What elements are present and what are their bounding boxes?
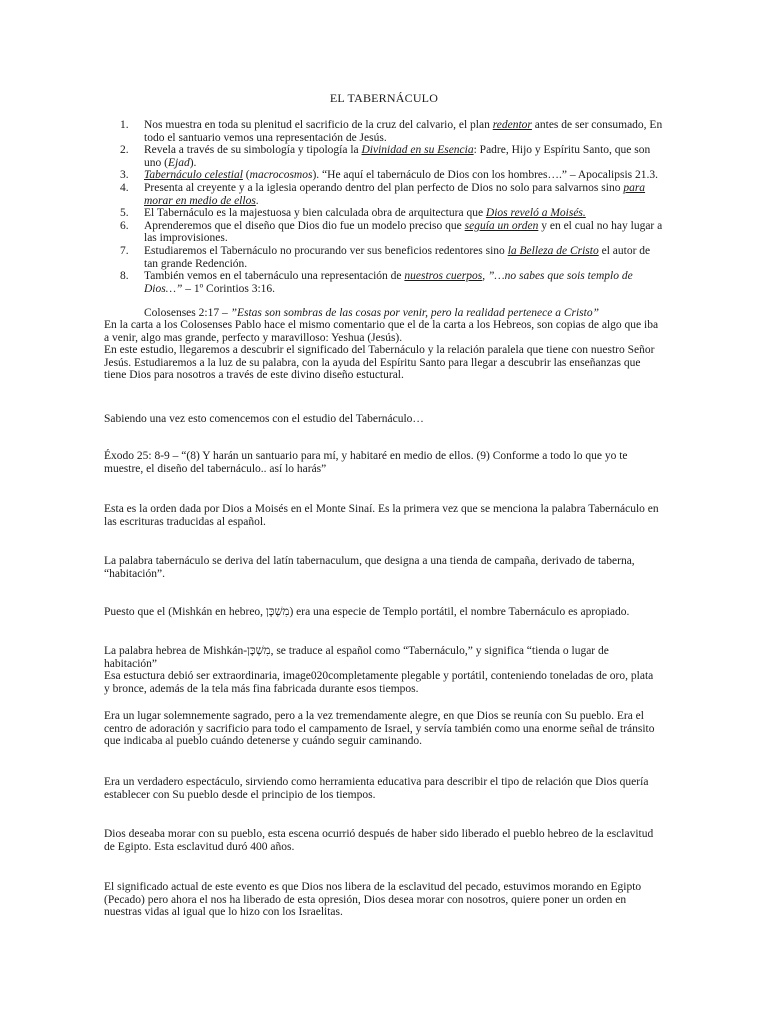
list-number: 2. xyxy=(120,144,129,157)
list-text: Revela a través de su simbología y tipología la Divinidad en su Esencia: Padre, Hijo y Espíritu Santo, que son uno (Ejad). xyxy=(144,144,651,169)
list-number: 3. xyxy=(120,169,129,182)
list-number: 7. xyxy=(120,244,129,257)
paragraph: Era un lugar solemnemente sagrado, pero a la vez tremendamente alegre, en que Dios se reunía con Su pueblo. Era el centro de adoración y sacrificio para todo el campamento de Israel, y servía también como una enorme señal de tránsito que indicaba al pueblo cuándo detenerse y cuándo seguir caminando. xyxy=(104,710,655,748)
paragraph: Era un verdadero espectáculo, sirviendo como herramienta educativa para describir el tipo de relación que Dios quería establecer con Su pueblo desde el principio de los tiempos. xyxy=(104,776,649,801)
list-text: Tabernáculo celestial (macrocosmos). “He aquí el tabernáculo de Dios con los hombres….” – Apocalipsis 21.3. xyxy=(144,169,659,182)
list-item xyxy=(104,119,664,144)
list-number: 1. xyxy=(120,119,129,131)
list-item xyxy=(104,144,664,169)
list-text: Presenta al creyente y a la iglesia operando dentro del plan perfecto de Dios no solo para salvarnos sino para morar en medio de ellos. xyxy=(144,181,646,207)
list-text: El Tabernáculo es la majestuosa y bien calculada obra de arquitectura que Dios reveló a Moisés. xyxy=(144,207,586,220)
list-number: 8. xyxy=(120,270,129,283)
paragraph: Sabiendo una vez esto comencemos con el estudio del Tabernáculo… xyxy=(104,413,424,425)
paragraph-intro: En la carta a los Colosenses Pablo hace el mismo comentario que el de la carta a los Hebreos, son copias de algo que iba a venir, algo mas grande, perfecto y maravilloso: Yeshua (Jesús). En este estudio, llegaremos a descubrir el significado del Tabernáculo y la relación paralela que tiene con nuestro Señor Jesús. Estudiaremos a la luz de su palabra, con la ayuda del Espíritu Santo para llegar a descubrir las enseñanzas que tiene Dios para nosotros a través de este divino diseño estuctural. xyxy=(104,319,659,382)
paragraph-exodus-quote: Éxodo 25: 8-9 – “(8) Y harán un santuario para mí, y habitaré en medio de ellos. (9) Conforme a todo lo que yo te muestre, el diseño del tabernáculo.. así lo harás” xyxy=(104,450,628,475)
quote-reference: Colosenses 2:17 – xyxy=(144,307,231,319)
paragraph: El significado actual de este evento es que Dios nos libera de la esclavitud del pecado, estuvimos morando en Egipto (Pecado) pero ahora el nos ha liberado de esta opresión, Dios desea morar con nosotros, quiere poner un orden en nuestras vidas al igual que lo hizo con los Israelitas. xyxy=(104,881,642,919)
paragraph: La palabra tabernáculo se deriva del latín tabernaculum, que designa a una tienda de campaña, derivado de taberna, “habitación”. xyxy=(104,555,635,580)
list-number: 6. xyxy=(120,219,129,232)
list-text: Estudiaremos el Tabernáculo no procurando ver sus beneficios redentores sino la Belleza de Cristo el autor de tan grande Redención. xyxy=(144,244,651,270)
list-item xyxy=(104,182,664,207)
quote-text: ”Estas son sombras de las cosas por venir, pero la realidad pertenece a Cristo” xyxy=(230,307,599,319)
list-item xyxy=(104,169,664,182)
list-number: 5. xyxy=(120,207,129,220)
paragraph: Esta es la orden dada por Dios a Moisés en el Monte Sinaí. Es la primera vez que se menciona la palabra Tabernáculo en las escrituras traducidas al español. xyxy=(104,503,659,528)
bible-quote xyxy=(104,307,664,320)
list-text: Nos muestra en toda su plenitud el sacrificio de la cruz del calvario, el plan redentor antes de ser consumado, En todo el santuario vemos una representación de Jesús. xyxy=(144,119,663,144)
paragraph: La palabra hebrea de Mishkán-מִשְׁכָּן, se traduce al español como “Tabernáculo,” y significa “tienda o lugar de habitación” Esa estuctura debió ser extraordinaria, image020completamente plegable y portátil, conteniendo toneladas de oro, plata y bronce, además de la tela más fina fabricada durante esos tiempos. xyxy=(104,645,654,695)
list-item xyxy=(104,270,664,295)
list-text: También vemos en el tabernáculo una representación de nuestros cuerpos, ”…no sabes que sois templo de Dios…” – 1º Corintios 3:16. xyxy=(144,270,633,295)
list-number: 4. xyxy=(120,181,129,194)
paragraph: Puesto que el (Mishkán en hebreo, מִשְׁכָּן) era una especie de Templo portátil, el nombre Tabernáculo es apropiado. xyxy=(104,606,630,618)
paragraph: Dios deseaba morar con su pueblo, esta escena ocurrió después de haber sido liberado el pueblo hebreo de la esclavitud de Egipto. Esta esclavitud duró 400 años. xyxy=(104,828,654,853)
numbered-list xyxy=(104,119,664,295)
list-item xyxy=(104,207,664,220)
document-title: EL TABERNÁCULO xyxy=(329,91,439,105)
list-item xyxy=(104,245,664,270)
list-item xyxy=(104,220,664,245)
list-text: Aprenderemos que el diseño que Dios dio fue un modelo preciso que seguía un orden y en el cual no hay lugar a las improvisiones. xyxy=(144,219,663,245)
